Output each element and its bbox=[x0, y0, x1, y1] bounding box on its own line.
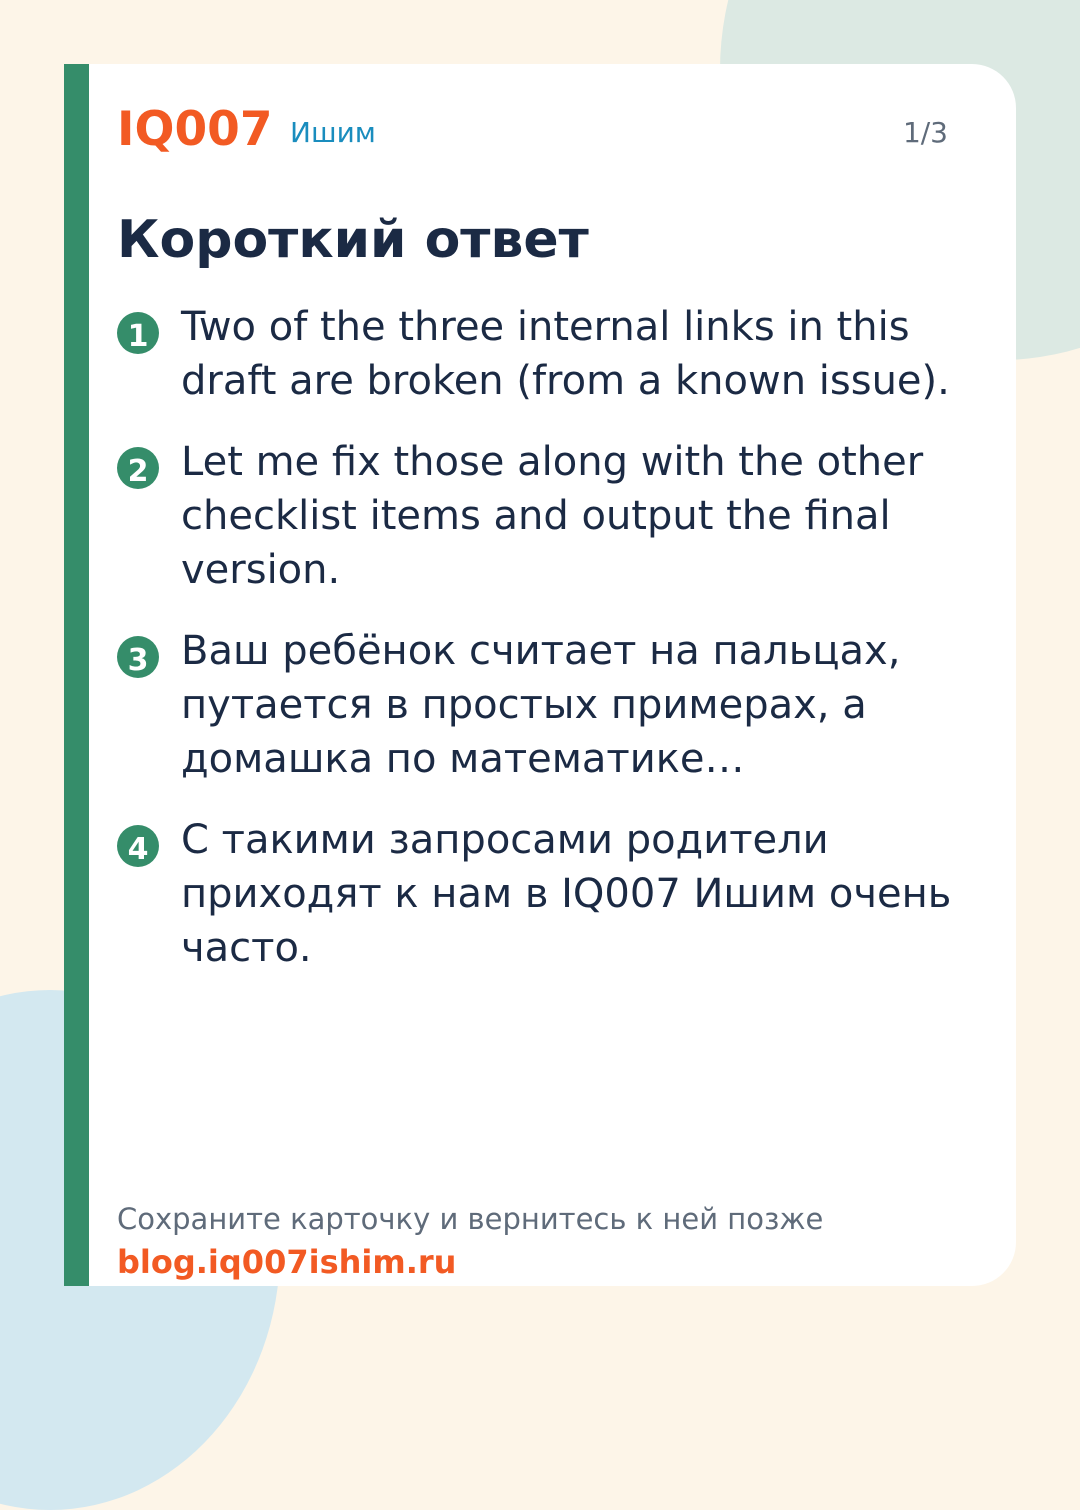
item-text: Two of the three internal links in this draft are broken (from a known issue). bbox=[181, 304, 950, 404]
item-text: Let me fix those along with the other checklist items and output the final version. bbox=[181, 439, 924, 593]
card-accent-bar bbox=[64, 64, 89, 1286]
item-text: Ваш ребёнок считает на пальцах, путается в простых примерах, а домашка по математике… bbox=[181, 628, 901, 782]
page-counter: 1/3 bbox=[902, 116, 948, 149]
item-number-badge: 2 bbox=[117, 447, 159, 489]
item-text: С такими запросами родители приходят к нам в IQ007 Ишим очень часто. bbox=[181, 817, 952, 971]
item-number-badge: 4 bbox=[117, 825, 159, 867]
brand-city: Ишим bbox=[290, 116, 376, 149]
brand-logo: IQ007 bbox=[117, 102, 273, 157]
item-number-badge: 1 bbox=[117, 312, 159, 354]
answer-list bbox=[117, 300, 997, 1002]
list-item bbox=[117, 300, 997, 408]
footer-note: Сохраните карточку и вернитесь к ней позже bbox=[117, 1202, 824, 1236]
list-item bbox=[117, 624, 997, 786]
list-item bbox=[117, 813, 997, 975]
info-card bbox=[64, 64, 1016, 1286]
item-number-badge: 3 bbox=[117, 636, 159, 678]
blog-link[interactable]: blog.iq007ishim.ru bbox=[117, 1243, 457, 1281]
list-item bbox=[117, 435, 997, 597]
card-title: Короткий ответ bbox=[117, 210, 589, 270]
